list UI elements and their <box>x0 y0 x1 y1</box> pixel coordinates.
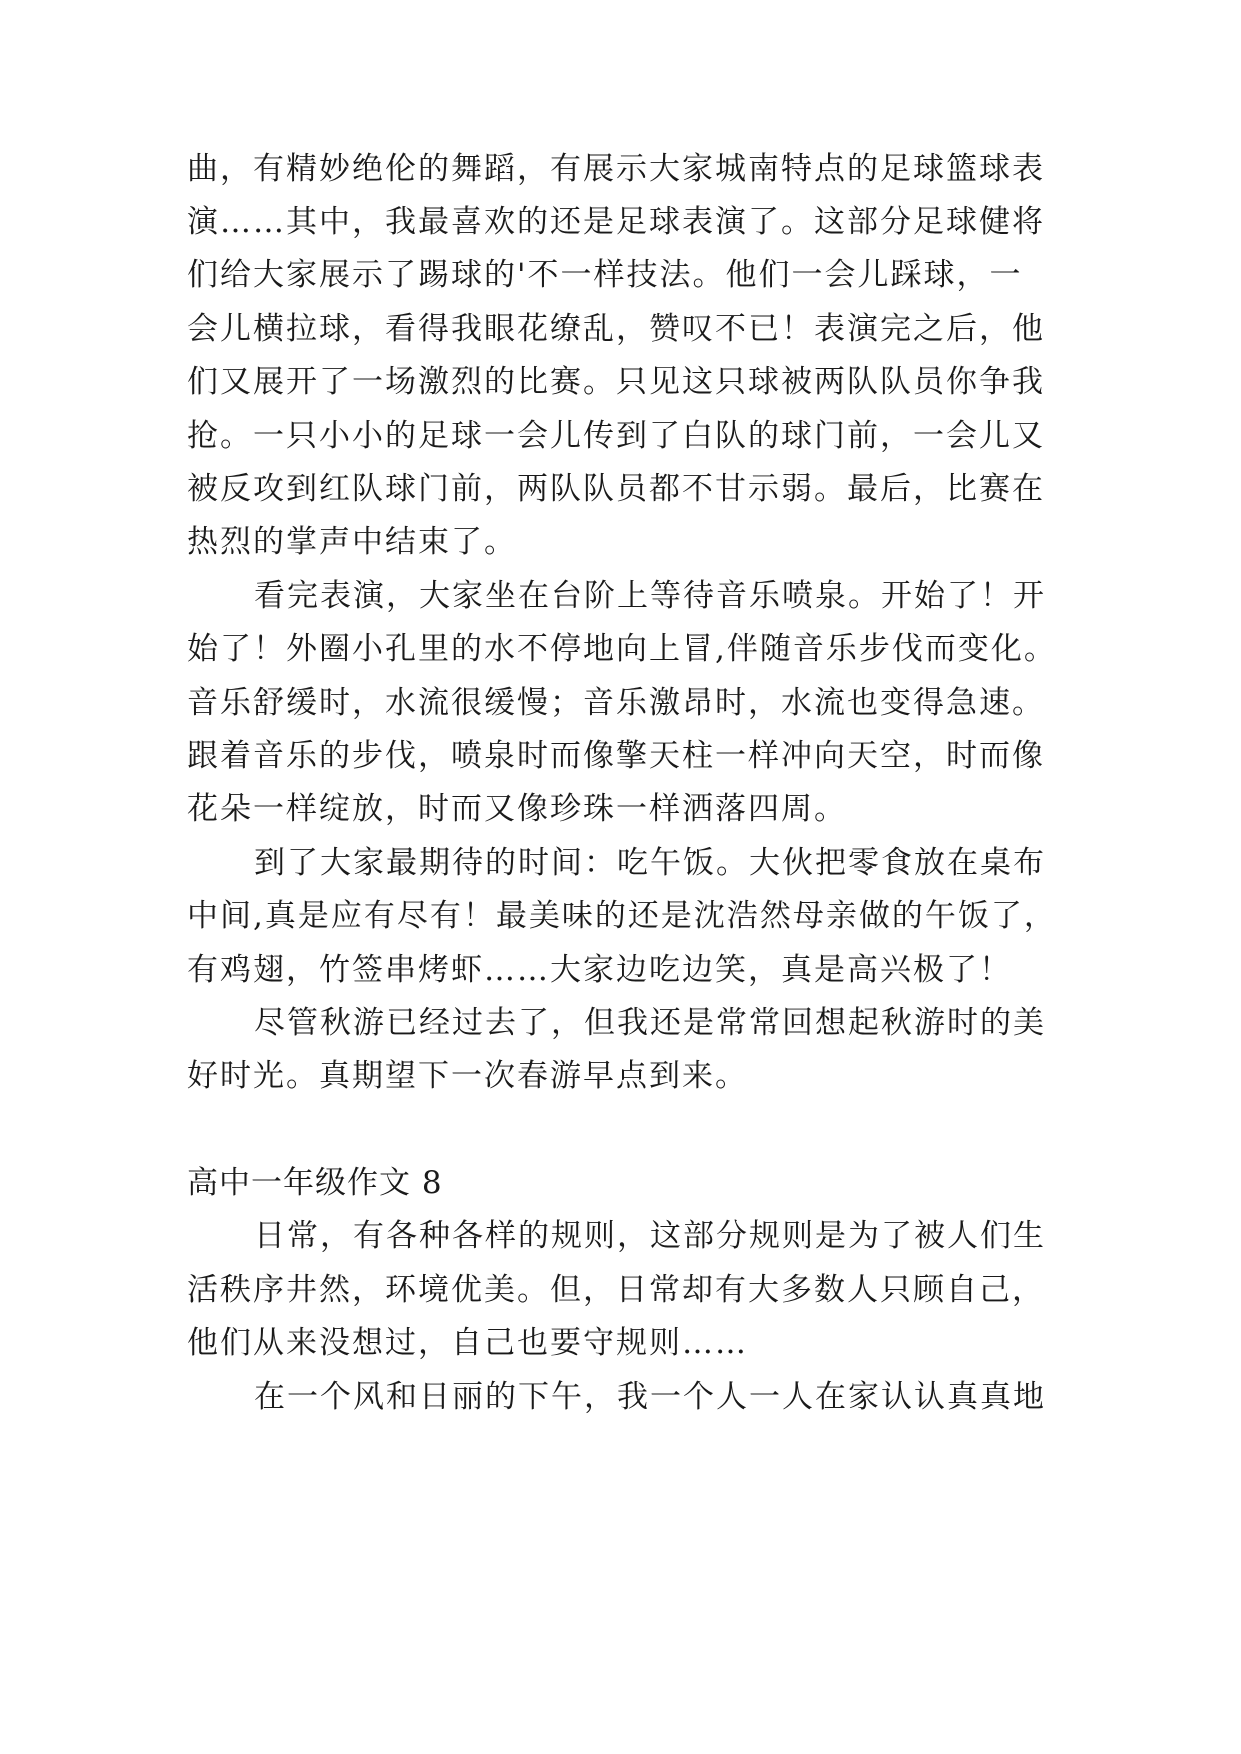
text-line: 们给大家展示了踢球的'不一样技法。他们一会儿踩球，一 <box>187 257 1023 293</box>
text-line: 始了！外圈小孔里的水不停地向上冒,伴随音乐步伐而变化。 <box>187 631 1057 667</box>
text-line: 会儿横拉球，看得我眼花缭乱，赞叹不已！表演完之后，他 <box>187 311 1045 347</box>
text-line: 热烈的掌声中结束了。 <box>187 524 517 560</box>
text-line: 抢。一只小小的足球一会儿传到了白队的球门前，一会儿又 <box>187 418 1045 454</box>
text-line: 尽管秋游已经过去了，但我还是常常回想起秋游时的美 <box>254 1005 1046 1041</box>
text-line: 有鸡翅，竹签串烤虾……大家边吃边笑，真是高兴极了！ <box>187 952 1012 988</box>
section-heading: 高中一年级作文 8 <box>187 1165 443 1201</box>
text-line: 音乐舒缓时，水流很缓慢；音乐激昂时，水流也变得急速。 <box>187 685 1045 721</box>
text-line: 活秩序井然，环境优美。但，日常却有大多数人只顾自己， <box>187 1272 1045 1308</box>
text-line: 在一个风和日丽的下午，我一个人一人在家认认真真地 <box>254 1379 1046 1415</box>
text-line: 到了大家最期待的时间：吃午饭。大伙把零食放在桌布 <box>254 845 1046 881</box>
text-line: 跟着音乐的步伐，喷泉时而像擎天柱一样冲向天空，时而像 <box>187 738 1045 774</box>
text-line: 他们从来没想过，自己也要守规则…… <box>187 1325 748 1361</box>
text-line: 们又展开了一场激烈的比赛。只见这只球被两队队员你争我 <box>187 364 1045 400</box>
text-line: 花朵一样绽放，时而又像珍珠一样洒落四周。 <box>187 791 847 827</box>
text-line: 被反攻到红队球门前，两队队员都不甘示弱。最后，比赛在 <box>187 471 1045 507</box>
text-line: 看完表演，大家坐在台阶上等待音乐喷泉。开始了！开 <box>254 578 1046 614</box>
text-line: 中间,真是应有尽有！最美味的还是沈浩然母亲做的午饭了， <box>187 898 1057 934</box>
text-line: 日常，有各种各样的规则，这部分规则是为了被人们生 <box>254 1218 1046 1254</box>
text-line: 演……其中，我最喜欢的还是足球表演了。这部分足球健将 <box>187 204 1045 240</box>
text-line: 好时光。真期望下一次春游早点到来。 <box>187 1058 748 1094</box>
text-line: 曲，有精妙绝伦的舞蹈，有展示大家城南特点的足球篮球表 <box>187 151 1045 187</box>
